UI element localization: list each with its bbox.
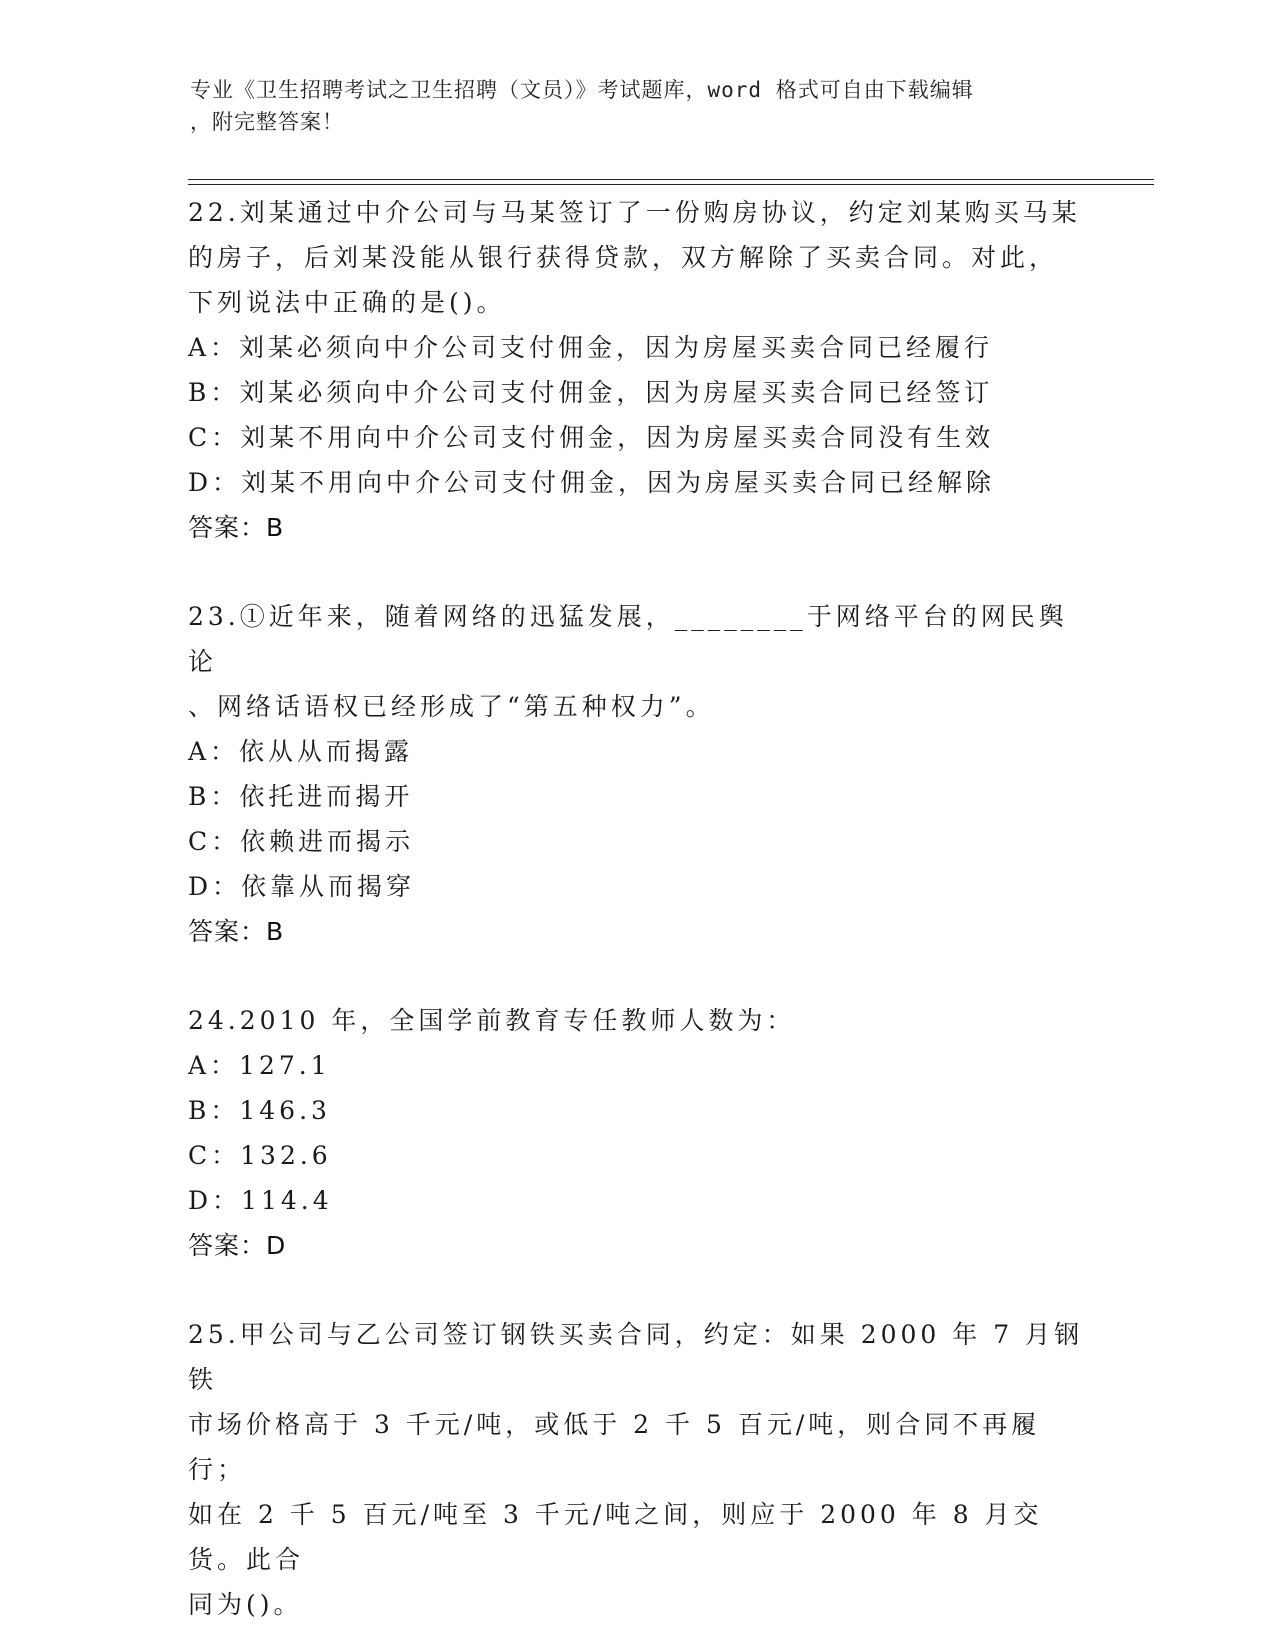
option-b: B：146.3 (188, 1096, 331, 1125)
option-a: A：127.1 (188, 1051, 331, 1080)
question-spacer (188, 954, 1088, 998)
question-24 (188, 998, 1088, 1268)
option-b: B：刘某必须向中介公司支付佣金，因为房屋买卖合同已经签订 (188, 378, 994, 407)
option-c: C：132.6 (188, 1141, 332, 1170)
option-c: C：刘某不用向中介公司支付佣金，因为房屋买卖合同没有生效 (188, 423, 995, 452)
header-rule-top (188, 179, 1154, 180)
question-stem-line: 25.甲公司与乙公司签订钢铁买卖合同，约定：如果 2000 年 7 月钢铁 (188, 1320, 1084, 1394)
option-d: D：依靠从而揭穿 (188, 872, 416, 901)
option-c: C：依赖进而揭示 (188, 827, 415, 856)
option-a: A：依从从而揭露 (188, 737, 414, 766)
option-b: B：依托进而揭开 (188, 782, 414, 811)
answer-label: 答案：D (188, 1231, 287, 1260)
question-stem-line: 下列说法中正确的是()。 (188, 288, 506, 317)
question-23 (188, 594, 1088, 954)
option-d: D：114.4 (188, 1186, 333, 1215)
question-stem-line: 、网络话语权已经形成了“第五种权力”。 (188, 692, 715, 721)
question-stem-line: 的房子，后刘某没能从银行获得贷款，双方解除了买卖合同。对此， (188, 243, 1059, 272)
option-a: A：刘某必须向中介公司支付佣金，因为房屋买卖合同已经履行 (188, 333, 994, 362)
question-spacer (188, 550, 1088, 594)
question-25 (188, 1312, 1088, 1627)
header-rule-bottom (188, 184, 1154, 185)
header-line-1: 专业《卫生招聘考试之卫生招聘（文员）》考试题库，word 格式可自由下载编辑 (190, 78, 974, 102)
header-line-2: ，附完整答案！ (190, 110, 344, 134)
questions-list (188, 190, 1088, 1627)
question-spacer (188, 1268, 1088, 1312)
option-d: D：刘某不用向中介公司支付佣金，因为房屋买卖合同已经解除 (188, 468, 996, 497)
answer-label: 答案：B (188, 917, 285, 946)
document-header (190, 74, 1090, 138)
question-stem-line: 23.①近年来，随着网络的迅猛发展，________于网络平台的网民舆论 (188, 602, 1068, 676)
answer-label: 答案：B (188, 513, 285, 542)
question-stem-line: 22.刘某通过中介公司与马某签订了一份购房协议，约定刘某购买马某 (188, 198, 1081, 227)
question-stem-line: 市场价格高于 3 千元/吨，或低于 2 千 5 百元/吨，则合同不再履行； (188, 1410, 1041, 1484)
question-stem-line: 如在 2 千 5 百元/吨至 3 千元/吨之间，则应于 2000 年 8 月交货。此合 (188, 1500, 1043, 1574)
question-stem-line: 24.2010 年，全国学前教育专任教师人数为： (188, 1006, 796, 1035)
question-22 (188, 190, 1088, 550)
question-stem-line: 同为()。 (188, 1590, 303, 1619)
